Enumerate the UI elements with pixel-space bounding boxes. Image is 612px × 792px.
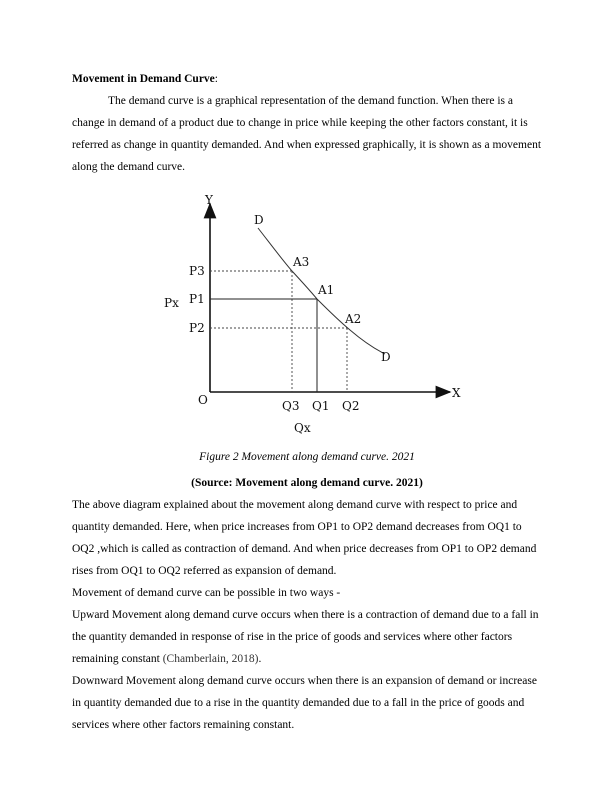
origin-label: O — [198, 393, 208, 407]
quantity-label-q1: Q1 — [312, 399, 330, 413]
demand-curve-diagram — [72, 182, 542, 444]
document-page — [72, 68, 542, 736]
figure-caption: Figure 2 Movement along demand curve. 2021 — [199, 451, 415, 463]
heading-title: Movement in Demand Curve — [72, 73, 215, 85]
explanation-paragraph: The above diagram explained about the movement along demand curve with respect to price and quantity demanded. Here, when price increases from OP1 to OP2 demand decreases from OQ1 to OQ2 ,which is called as contraction of demand. And when price decreases from OP1 to OP2 demand rises from OQ1 to OQ2 referred as expansion of demand. — [72, 499, 537, 577]
citation: (Chamberlain, 2018) — [162, 653, 259, 665]
intro-paragraph: The demand curve is a graphical representation of the demand function. When there is a change in demand of a product due to change in price while keeping the other factors constant, it is referred as change in quantity demanded. And when expressed graphically, it is shown as a movement along the demand curve. — [72, 95, 542, 173]
price-label-p2: P2 — [189, 321, 205, 335]
quantity-axis-label: Qx — [294, 421, 311, 435]
ways-paragraph: Movement of demand curve can be possible in two ways - — [72, 587, 341, 599]
price-label-p1: P1 — [189, 292, 205, 306]
heading-colon: : — [214, 73, 218, 85]
price-label-p3: P3 — [189, 264, 205, 278]
figure-source: (Source: Movement along demand curve. 2021) — [191, 477, 423, 489]
quantity-label-q3: Q3 — [282, 399, 300, 413]
curve-label-top: D — [254, 213, 264, 227]
point-label-a3: A3 — [293, 255, 310, 269]
price-axis-label: Px — [164, 296, 179, 310]
demand-curve-figure — [72, 182, 542, 444]
point-label-a2: A2 — [345, 312, 362, 326]
section-heading — [72, 68, 542, 90]
point-label-a1: A1 — [318, 283, 335, 297]
downward-movement-paragraph: Downward Movement along demand curve occurs when there is an expansion of demand or increase in quantity demanded due to a rise in the quantity demanded due to a fall in the price of goods and services where other factors remaining constant. — [72, 675, 537, 731]
upward-movement-paragraph — [72, 604, 542, 670]
upward-end: . — [258, 653, 262, 665]
upward-text: Upward Movement along demand curve occurs when there is a contraction of demand due to a fall in the quantity demanded in response of rise in the price of goods and services where other factors remaining constant — [72, 609, 539, 665]
y-axis-label: Y — [205, 193, 213, 207]
curve-label-bottom: D — [381, 350, 391, 364]
quantity-label-q2: Q2 — [342, 399, 360, 413]
x-axis-label: X — [452, 386, 461, 400]
